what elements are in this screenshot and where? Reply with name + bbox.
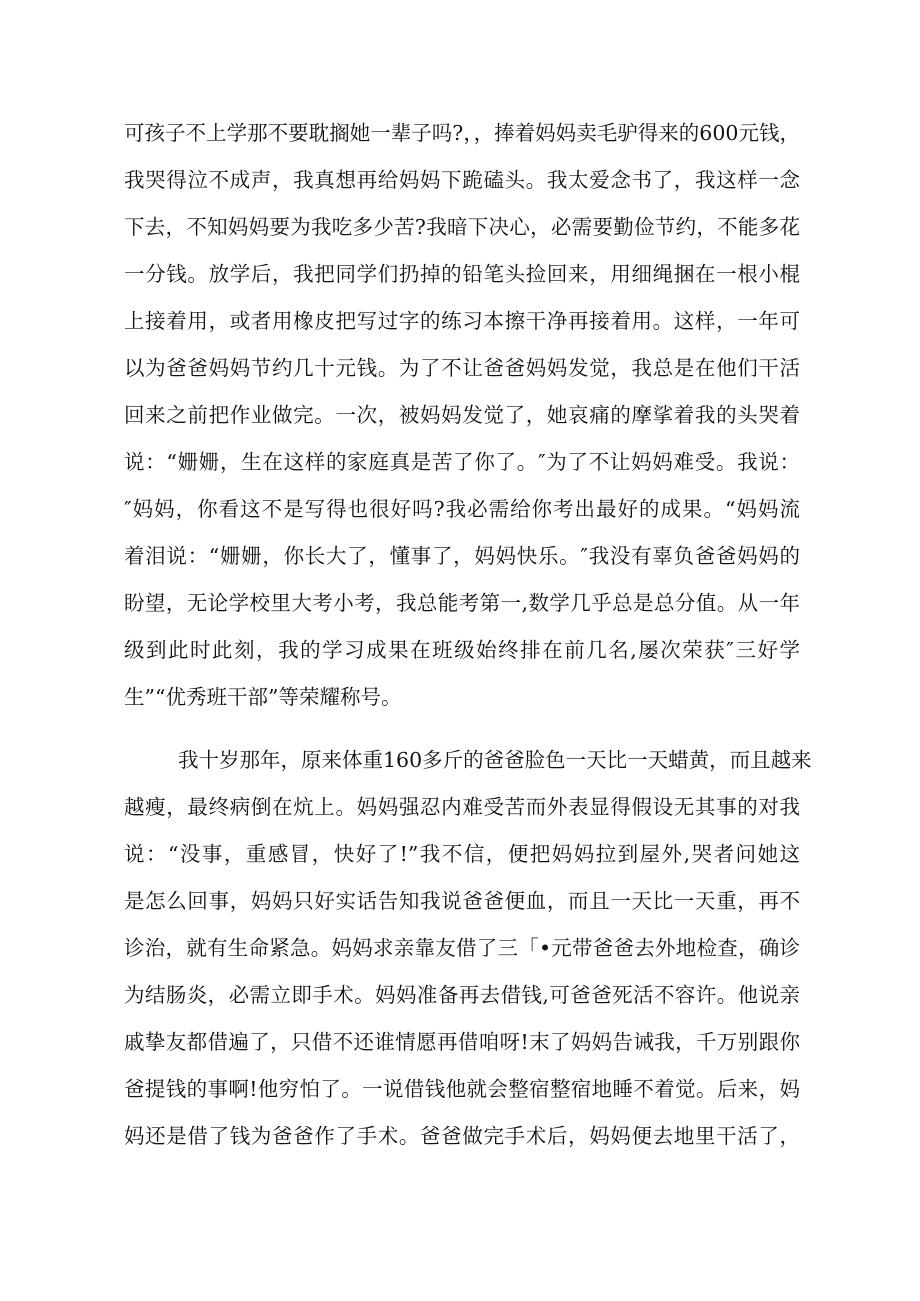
text-line: 说：“姗姗，生在这样的家庭真是苦了你了。″为了不让妈妈难受。我说： xyxy=(124,450,800,474)
text-line: 诊治，就有生命紧急。妈妈求亲靠友借了三「•元带爸爸去外地检查，确诊 xyxy=(124,936,800,960)
text-line: 以为爸爸妈妈节约几十元钱。为了不让爸爸妈妈发觉，我总是在他们干活 xyxy=(124,356,800,380)
paragraph-1 xyxy=(124,110,800,721)
text-line: 下去，不知妈妈要为我吃多少苦?我暗下决心，必需要勤俭节约，不能多花 xyxy=(124,215,800,239)
text-line: 可孩子不上学那不要耽搁她一辈子吗?，，捧着妈妈卖毛驴得来的600元钱， xyxy=(124,121,800,145)
text-line: 盼望，无论学校里大考小考，我总能考第一,数学几乎总是总分值。从一年 xyxy=(124,591,800,615)
text-line: 上接着用，或者用橡皮把写过字的练习本擦干净再接着用。这样，一年可 xyxy=(124,309,800,333)
paragraph-2 xyxy=(124,737,812,1160)
text-line: 着泪说：“姗姗，你长大了，懂事了，妈妈快乐。″我没有辜负爸爸妈妈的 xyxy=(124,544,800,568)
text-line: 说：“没事，重感冒，快好了!”我不信，便把妈妈拉到屋外,哭者问她这 xyxy=(124,842,800,866)
text-line: 生”“优秀班干部”等荣耀称号。 xyxy=(124,685,402,709)
text-line: ″妈妈，你看这不是写得也很好吗?我必需给你考出最好的成果。“妈妈流 xyxy=(124,497,800,521)
text-line: 为结肠炎，必需立即手术。妈妈准备再去借钱,可爸爸死活不容许。他说亲 xyxy=(124,983,800,1007)
text-line: 我十岁那年，原来体重160多斤的爸爸脸色一天比一天蜡黄，而且越来 xyxy=(178,748,812,772)
text-line: 我哭得泣不成声，我真想再给妈妈下跪磕头。我太爱念书了，我这样一念 xyxy=(124,168,800,192)
text-line: 是怎么回事，妈妈只好实话告知我说爸爸便血，而且一天比一天重，再不 xyxy=(124,889,800,913)
text-line: 戚挚友都借遍了，只借不还谁情愿再借咱呀!末了妈妈告诫我，千万别跟你 xyxy=(124,1030,800,1054)
text-line: 越瘦，最终病倒在炕上。妈妈强忍内难受苦而外表显得假设无其事的对我 xyxy=(124,795,800,819)
text-line: 级到此时此刻，我的学习成果在班级始终排在前几名,屡次荣获″三好学 xyxy=(124,638,800,662)
text-line: 一分钱。放学后，我把同学们扔掉的铅笔头捡回来，用细绳捆在一根小棍 xyxy=(124,262,800,286)
text-line: 妈还是借了钱为爸爸作了手术。爸爸做完手术后，妈妈便去地里干活了， xyxy=(124,1124,800,1148)
text-line: 爸提钱的事啊!他穷怕了。一说借钱他就会整宿整宿地睡不着觉。后来，妈 xyxy=(124,1077,800,1101)
text-line: 回来之前把作业做完。一次，被妈妈发觉了，她哀痛的摩挲着我的头哭着 xyxy=(124,403,800,427)
